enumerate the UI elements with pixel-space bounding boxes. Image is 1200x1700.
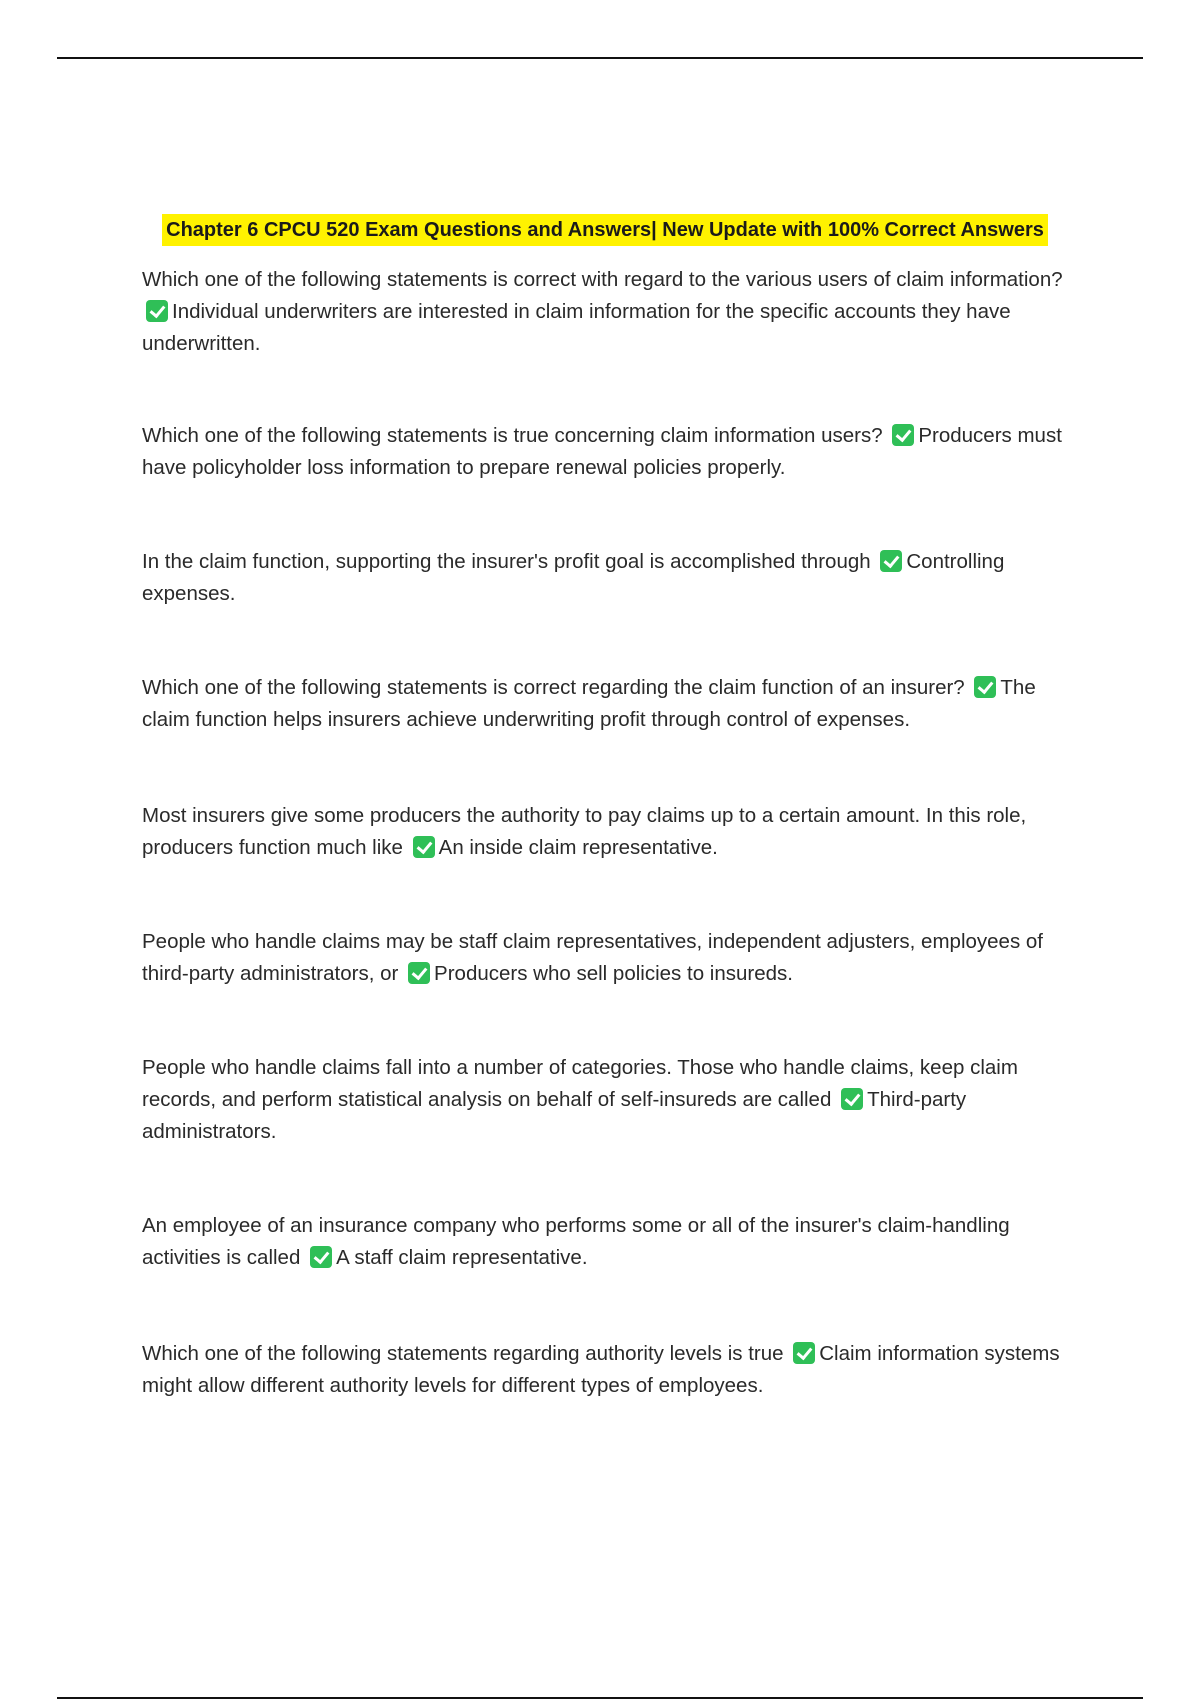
top-divider (57, 57, 1143, 59)
qa-item (142, 1052, 1068, 1148)
answer-text: The claim function helps insurers achieve underwriting profit through control of expenses. (142, 676, 1036, 731)
check-box-icon (880, 550, 902, 572)
check-box-icon (793, 1342, 815, 1364)
qa-item (142, 926, 1068, 990)
answer-text: Individual underwriters are interested in claim information for the specific accounts they have underwritten. (142, 300, 1011, 355)
answer-text: A staff claim representative. (336, 1246, 588, 1269)
question-text: An employee of an insurance company who performs some or all of the insurer's claim-handling activities is called (142, 1214, 1010, 1269)
question-text: Which one of the following statements is correct with regard to the various users of claim information? (142, 268, 1063, 291)
qa-item (142, 264, 1068, 360)
bottom-divider (57, 1697, 1143, 1699)
document-body (142, 214, 1068, 1402)
check-box-icon (408, 962, 430, 984)
title-row (142, 214, 1068, 246)
qa-item (142, 672, 1068, 736)
qa-item (142, 420, 1068, 484)
question-text: Which one of the following statements is true concerning claim information users? (142, 424, 883, 447)
question-text: Which one of the following statements is correct regarding the claim function of an insurer? (142, 676, 965, 699)
answer-text: Producers who sell policies to insureds. (434, 962, 793, 985)
qa-item (142, 1338, 1068, 1402)
check-box-icon (841, 1088, 863, 1110)
question-text: Most insurers give some producers the authority to pay claims up to a certain amount. In this role, producers function much like (142, 804, 1027, 859)
qa-item (142, 546, 1068, 610)
check-box-icon (310, 1246, 332, 1268)
answer-text: Producers must have policyholder loss information to prepare renewal policies properly. (142, 424, 1062, 479)
answer-text: Third-party administrators. (142, 1088, 967, 1143)
question-text: Which one of the following statements regarding authority levels is true (142, 1342, 784, 1365)
qa-item (142, 800, 1068, 864)
answer-text: Controlling expenses. (142, 550, 1005, 605)
qa-item (142, 1210, 1068, 1274)
question-text: In the claim function, supporting the insurer's profit goal is accomplished through (142, 550, 871, 573)
question-text: People who handle claims may be staff claim representatives, independent adjusters, employees of third-party administrators, or (142, 930, 1043, 985)
check-box-icon (974, 676, 996, 698)
document-title: Chapter 6 CPCU 520 Exam Questions and Answers| New Update with 100% Correct Answers (162, 214, 1048, 246)
check-box-icon (146, 300, 168, 322)
check-box-icon (413, 836, 435, 858)
check-box-icon (892, 424, 914, 446)
question-text: People who handle claims fall into a number of categories. Those who handle claims, keep claim records, and perform statistical analysis on behalf of self-insureds are called (142, 1056, 1018, 1111)
answer-text: Claim information systems might allow different authority levels for different types of employees. (142, 1342, 1060, 1397)
answer-text: An inside claim representative. (438, 836, 718, 859)
